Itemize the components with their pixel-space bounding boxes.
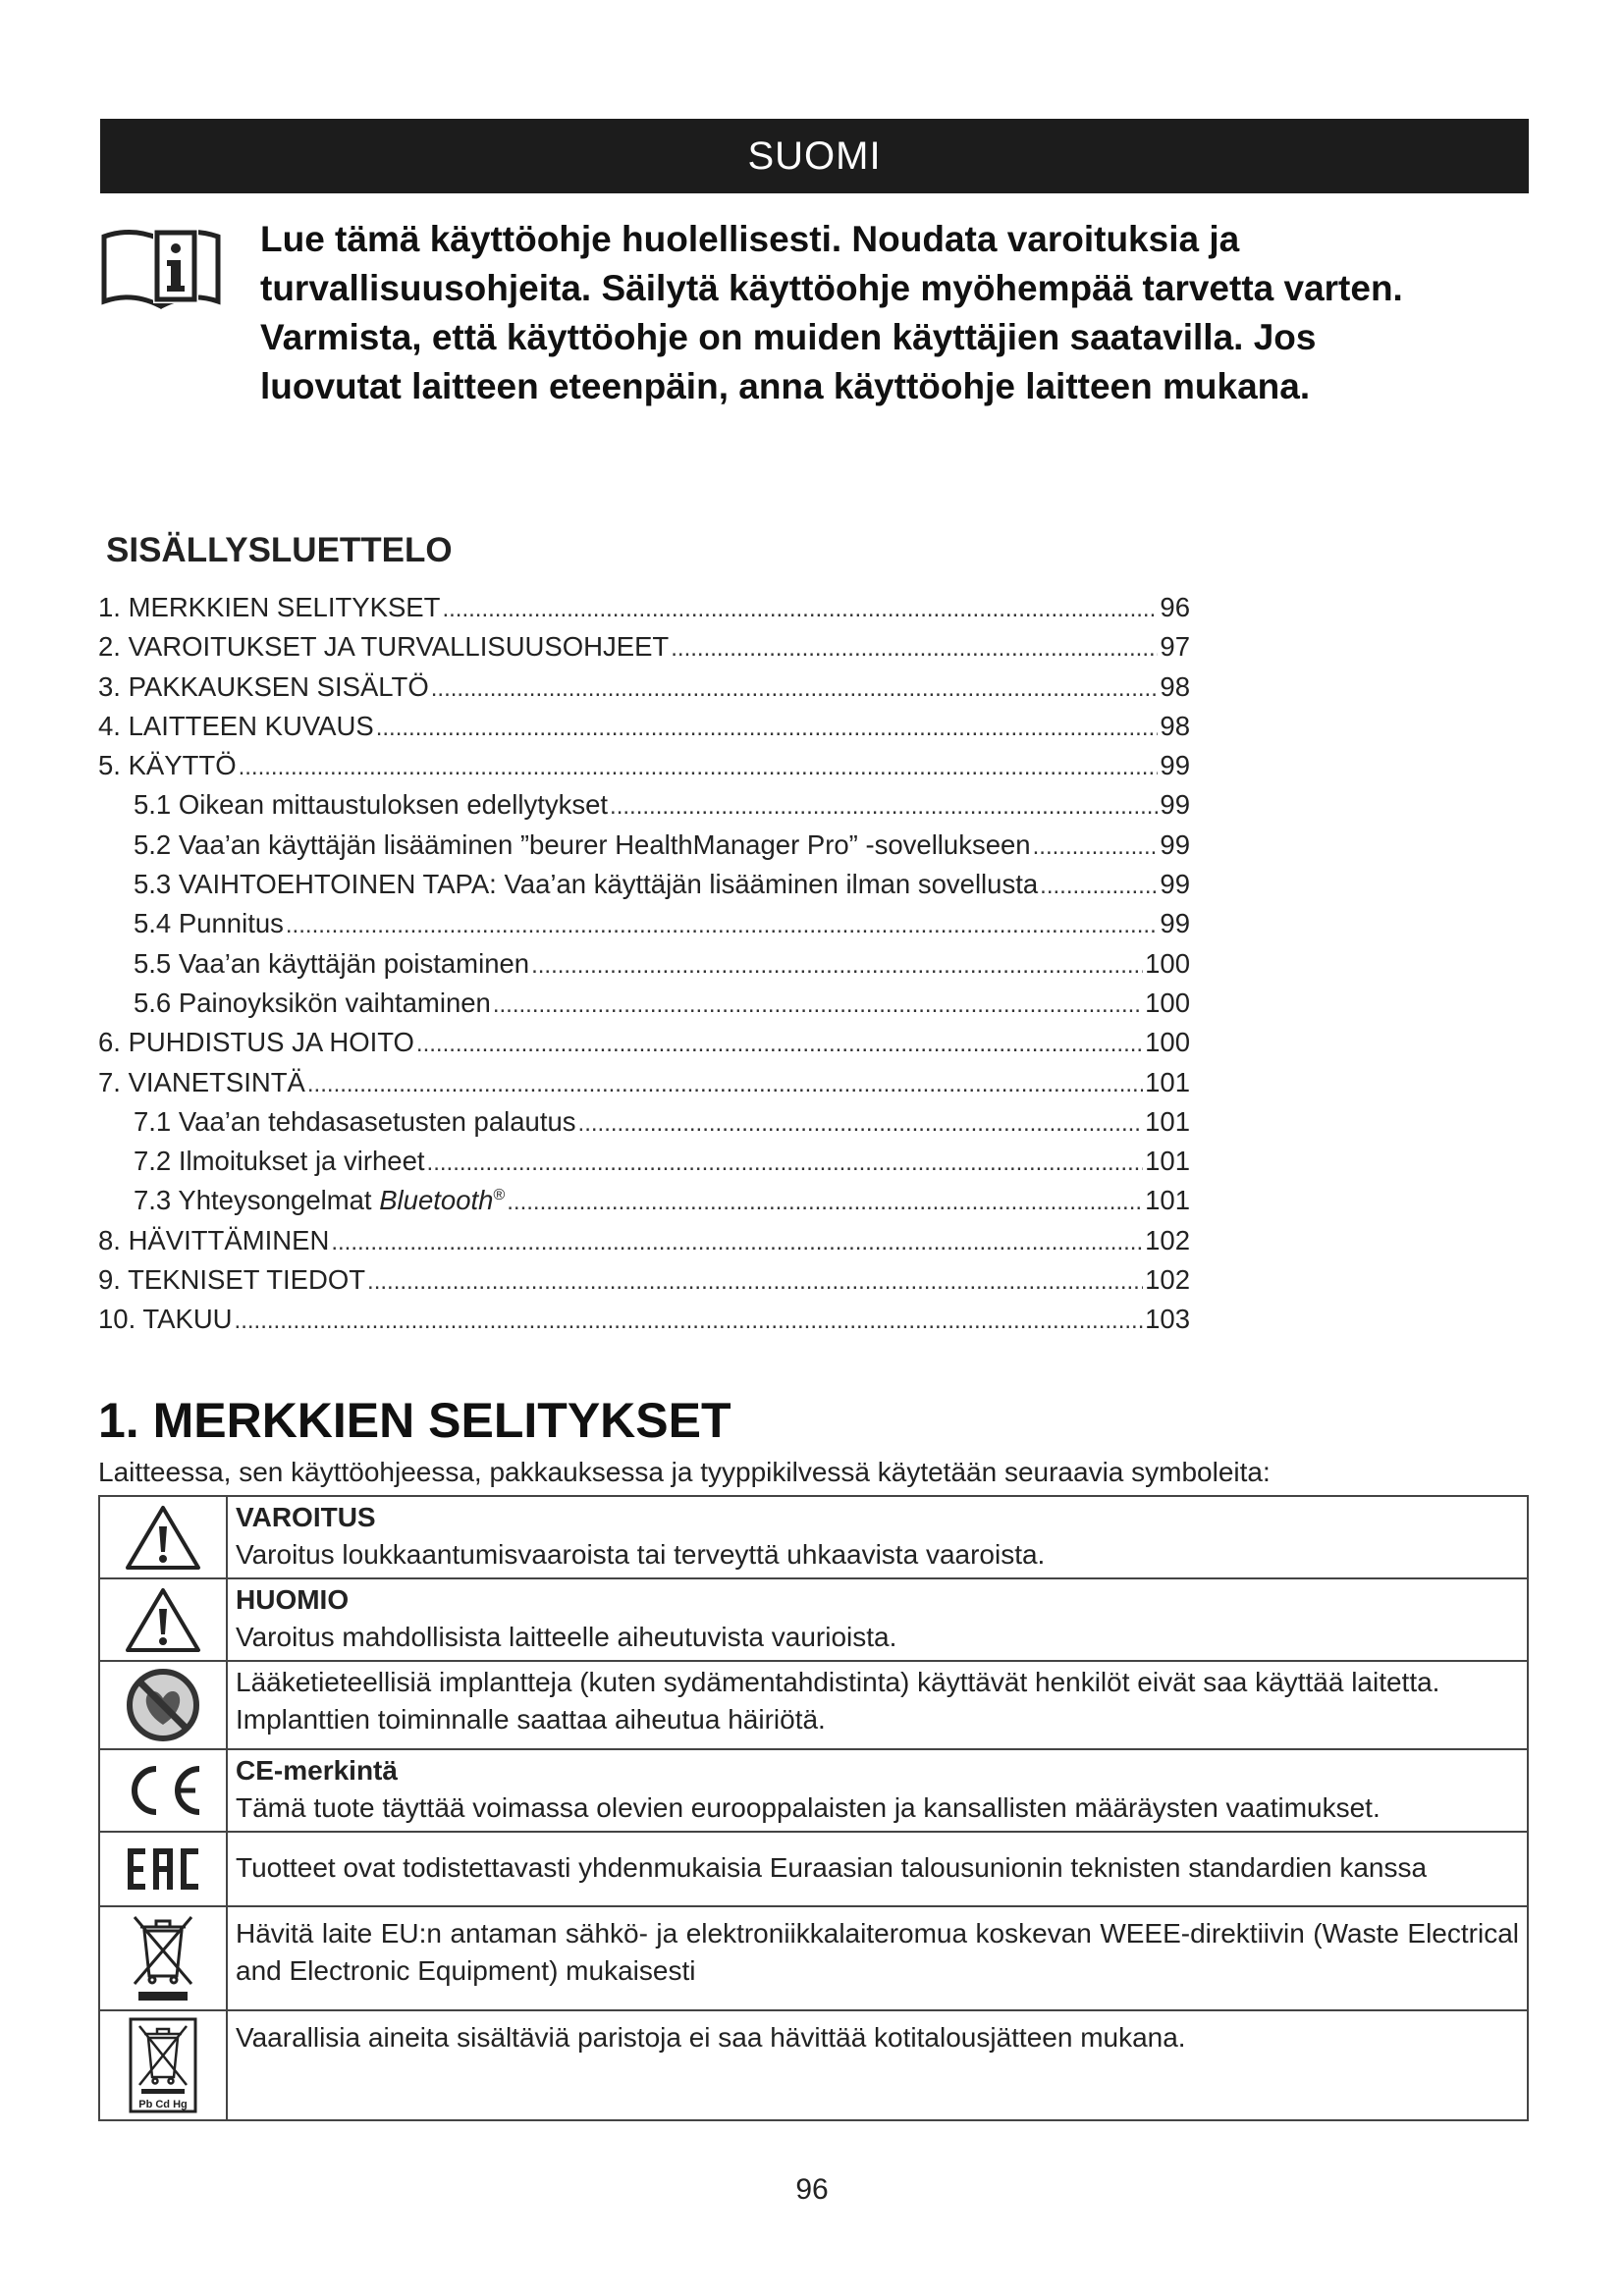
toc-leader-dots <box>493 986 1143 1025</box>
section-intro: Laitteessa, sen käyttöohjeessa, pakkauksessa ja tyyppikilvessä käytetään seuraavia symboleita: <box>98 1457 1271 1487</box>
toc-item-page: 96 <box>1160 592 1190 622</box>
warning-triangle-icon <box>124 1503 202 1572</box>
toc-item-title: 5.3 VAIHTOEHTOINEN TAPA: Vaa’an käyttäjän lisääminen ilman sovellusta <box>134 869 1039 900</box>
toc-item[interactable] <box>98 1063 1190 1102</box>
page-number: 96 <box>795 2173 829 2206</box>
intro-line-4: luovutat laitteen eteenpäin, anna käyttöohje laitteen mukana. <box>260 366 1311 406</box>
toc-item[interactable] <box>98 1221 1190 1260</box>
toc-item-title: 5.2 Vaa’an käyttäjän lisääminen ”beurer HealthManager Pro” -sovellukseen <box>134 828 1031 860</box>
toc-leader-dots <box>1040 867 1158 906</box>
toc-item[interactable] <box>98 1023 1190 1062</box>
toc-leader-dots <box>1033 828 1159 867</box>
toc-heading: SISÄLLYSLUETTELO <box>106 531 453 569</box>
toc-item-page: 101 <box>1145 1185 1190 1216</box>
symbol-cell <box>99 2010 227 2120</box>
toc-item-page: 102 <box>1145 1264 1190 1296</box>
toc-subitem[interactable] <box>98 904 1190 943</box>
toc-title-italic: Bluetooth <box>379 1185 494 1216</box>
symbol-text: Varoitus loukkaantumisvaaroista tai terveyttä uhkaavista vaaroista. <box>236 1539 1046 1570</box>
symbol-text: Hävitä laite EU:n antaman sähkö- ja elektroniikkalaiteromua koskevan WEEE-direktiivin (Waste Electrical and Electronic Equipment) mukaisesti <box>236 1918 1519 1986</box>
symbol-cell <box>99 1578 227 1661</box>
toc-item[interactable] <box>98 707 1190 746</box>
toc-leader-dots <box>367 1262 1143 1302</box>
toc-item-title: 7. VIANETSINTÄ <box>98 1066 305 1097</box>
toc-item-page: 103 <box>1145 1304 1190 1335</box>
toc-subitem[interactable] <box>98 1142 1190 1181</box>
toc-item[interactable] <box>98 1300 1190 1339</box>
toc-item-page: 101 <box>1145 1105 1190 1137</box>
table-row <box>99 1749 1528 1832</box>
table-row <box>99 2010 1528 2120</box>
toc-subitem[interactable] <box>98 865 1190 904</box>
symbol-cell <box>99 1906 227 2010</box>
symbol-text: Varoitus mahdollisista laitteelle aiheutuvista vaurioista. <box>236 1622 897 1652</box>
toc-subitem[interactable] <box>98 944 1190 984</box>
toc-item-page: 100 <box>1145 987 1190 1018</box>
toc-leader-dots <box>431 669 1159 709</box>
toc-item[interactable] <box>98 1260 1190 1300</box>
toc-leader-dots <box>442 590 1158 629</box>
intro-line-2: turvallisuusohjeita. Säilytä käyttöohje myöhempää tarvetta varten. <box>260 268 1403 308</box>
toc-leader-dots <box>416 1025 1143 1064</box>
toc-item-page: 98 <box>1160 710 1190 741</box>
table-row <box>99 1906 1528 2010</box>
toc-item[interactable] <box>98 588 1190 627</box>
intro-line-3: Varmista, että käyttöohje on muiden käyttäjien saatavilla. Jos <box>260 317 1317 357</box>
info-manual-icon <box>98 219 224 315</box>
toc-leader-dots <box>610 787 1158 827</box>
symbol-cell <box>99 1496 227 1578</box>
toc-leader-dots <box>507 1183 1143 1222</box>
table-row <box>99 1496 1528 1578</box>
intro-notice <box>260 215 1537 411</box>
toc-subitem[interactable] <box>98 984 1190 1023</box>
caution-triangle-icon <box>124 1585 202 1654</box>
symbol-cell <box>99 1832 227 1906</box>
symbol-cell <box>99 1661 227 1749</box>
toc-item[interactable] <box>98 627 1190 667</box>
toc-item-title: 5.5 Vaa’an käyttäjän poistaminen <box>134 947 530 979</box>
toc-item-title: 3. PAKKAUKSEN SISÄLTÖ <box>98 670 429 702</box>
toc-leader-dots <box>376 709 1159 748</box>
table-row <box>99 1832 1528 1906</box>
toc-item-page: 99 <box>1160 828 1190 860</box>
symbol-description <box>227 1906 1528 2010</box>
toc-item-title: 4. LAITTEEN KUVAUS <box>98 710 374 741</box>
toc-item[interactable] <box>98 667 1190 707</box>
toc-item-title: 10. TAKUU <box>98 1304 233 1335</box>
language-banner: SUOMI <box>100 119 1529 193</box>
symbol-description <box>227 1832 1528 1906</box>
symbol-label: VAROITUS <box>236 1502 376 1532</box>
toc-subitem[interactable] <box>98 785 1190 825</box>
toc-item-title: 6. PUHDISTUS JA HOITO <box>98 1027 414 1058</box>
toc-item-title: 5.1 Oikean mittaustuloksen edellytykset <box>134 789 609 821</box>
weee-bin-icon <box>129 1911 197 2005</box>
symbol-description <box>227 1496 1528 1578</box>
toc-item-title: 8. HÄVITTÄMINEN <box>98 1224 330 1255</box>
toc-subitem[interactable] <box>98 1102 1190 1142</box>
toc-leader-dots <box>578 1104 1144 1144</box>
toc-leader-dots <box>671 629 1158 668</box>
toc-item-title <box>134 1181 505 1220</box>
toc-item-page: 99 <box>1160 869 1190 900</box>
intro-line-1: Lue tämä käyttöohje huolellisesti. Noudata varoituksia ja <box>260 219 1240 259</box>
toc-subitem[interactable] <box>98 826 1190 865</box>
table-row <box>99 1578 1528 1661</box>
symbol-text: Lääketieteellisiä implantteja (kuten sydämentahdistinta) käyttävät henkilöt eivät saa käyttää laitetta. Implanttien toiminnalle saattaa aiheutua häiriötä. <box>236 1667 1440 1735</box>
toc-item-page: 101 <box>1145 1066 1190 1097</box>
toc-subitem[interactable] <box>98 1181 1190 1220</box>
eac-mark-icon <box>124 1844 202 1894</box>
toc-item-page: 100 <box>1145 947 1190 979</box>
battery-disposal-icon <box>128 2016 198 2114</box>
ce-mark-icon <box>119 1761 207 1820</box>
toc-item-title: 9. TEKNISET TIEDOT <box>98 1264 366 1296</box>
toc-item-title: 1. MERKKIEN SELITYKSET <box>98 592 441 622</box>
toc-item-page: 98 <box>1160 670 1190 702</box>
section-title: 1. MERKKIEN SELITYKSET <box>98 1393 731 1448</box>
toc-item-title: 5. KÄYTTÖ <box>98 750 237 781</box>
toc-item-title: 7.2 Ilmoitukset ja virheet <box>134 1146 425 1177</box>
toc-item-title: 7.1 Vaa’an tehdasasetusten palautus <box>134 1105 576 1137</box>
symbol-text: Tämä tuote täyttää voimassa olevien eurooppalaisten ja kansallisten määräysten vaatimukset. <box>236 1792 1380 1823</box>
symbol-text: Tuotteet ovat todistettavasti yhdenmukaisia Euraasian talousunionin teknisten standardien kanssa <box>236 1852 1428 1883</box>
toc-leader-dots <box>235 1302 1144 1341</box>
symbol-description <box>227 1661 1528 1749</box>
toc-item-page: 97 <box>1160 631 1190 663</box>
toc-item-title: 2. VAROITUKSET JA TURVALLISUUSOHJEET <box>98 631 670 663</box>
table-of-contents <box>98 588 1190 1340</box>
toc-leader-dots <box>307 1065 1143 1104</box>
toc-title-registered: ® <box>493 1187 506 1204</box>
toc-item-title: 5.6 Painoyksikön vaihtaminen <box>134 987 491 1018</box>
toc-item-page: 100 <box>1145 1027 1190 1058</box>
symbols-table <box>98 1495 1529 2121</box>
toc-leader-dots <box>239 748 1159 787</box>
symbol-cell <box>99 1749 227 1832</box>
toc-item-page: 99 <box>1160 789 1190 821</box>
toc-title-prefix: 7.3 Yhteysongelmat <box>134 1185 380 1216</box>
toc-leader-dots <box>286 906 1159 945</box>
toc-item-page: 99 <box>1160 908 1190 939</box>
toc-item-page: 101 <box>1145 1146 1190 1177</box>
symbol-description <box>227 1749 1528 1832</box>
toc-item[interactable] <box>98 746 1190 785</box>
toc-leader-dots <box>531 946 1143 986</box>
toc-leader-dots <box>331 1223 1143 1262</box>
symbol-text: Vaarallisia aineita sisältäviä paristoja ei saa hävittää kotitalousjätteen mukana. <box>236 2022 1186 2053</box>
toc-item-title: 5.4 Punnitus <box>134 908 284 939</box>
toc-leader-dots <box>427 1144 1144 1183</box>
no-implants-icon <box>124 1666 202 1744</box>
symbol-description <box>227 2010 1528 2120</box>
toc-item-page: 99 <box>1160 750 1190 781</box>
symbol-label: HUOMIO <box>236 1584 350 1615</box>
toc-item-page: 102 <box>1145 1224 1190 1255</box>
battery-icon-caption: Pb Cd Hg <box>138 2099 188 2110</box>
symbol-description <box>227 1578 1528 1661</box>
table-row <box>99 1661 1528 1749</box>
symbol-label: CE-merkintä <box>236 1755 398 1786</box>
